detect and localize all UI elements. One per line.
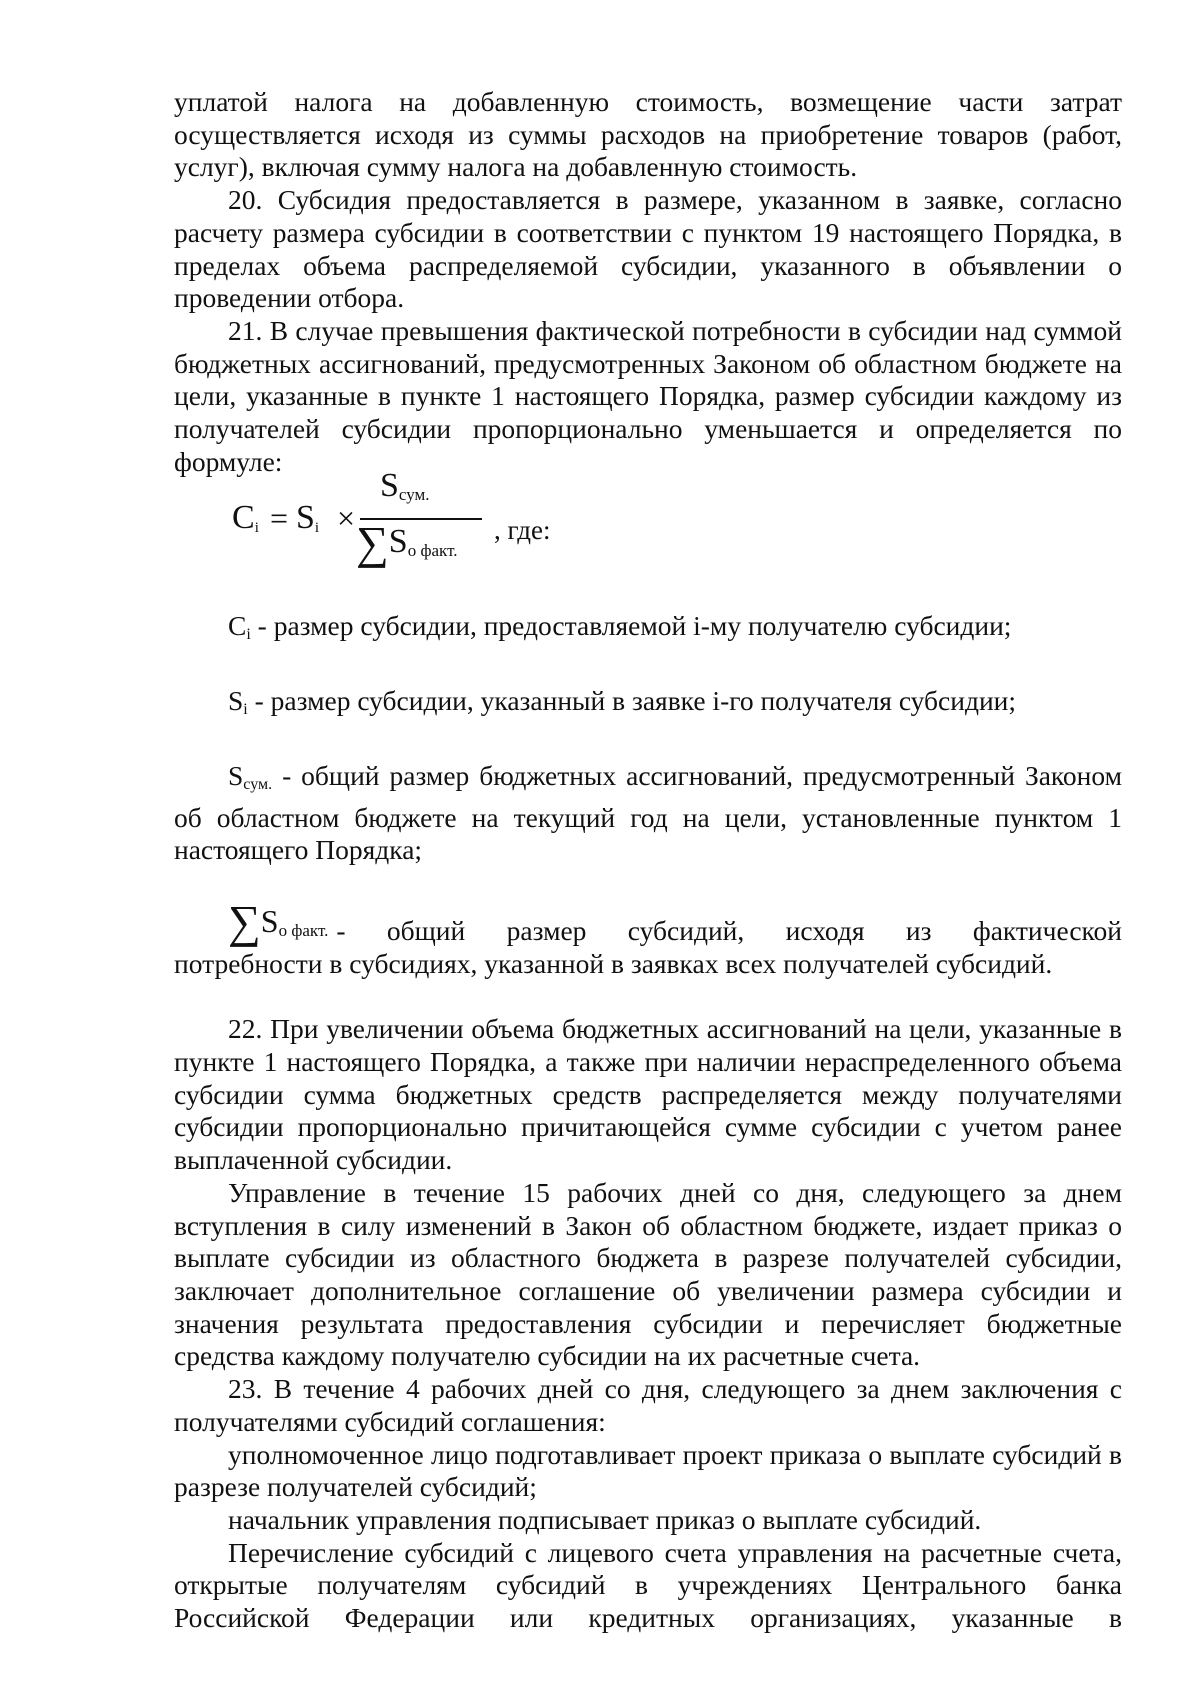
paragraph-21: 21. В случае превышения фактической потребности в субсидии над суммой бюджетных ассигнований, предусмотренных Законом об областном бюджете на цели, указанные в пункте 1 настоящего Порядка, размер субсидии каждому из получателей субсидии пропорционально уменьшается и определяется по формуле:	[174, 314, 1122, 477]
formula-si: $S_i$	[296, 499, 320, 537]
definition-ci: $C_i$ - размер субсидии, предоставляемой i-му получателю субсидии;	[228, 610, 1012, 644]
subsidy-formula	[174, 467, 1122, 610]
paragraph-23: 23. В течение 4 рабочих дней со дня, следующего за днем заключения с получателями субсидий соглашения:	[174, 1373, 1122, 1437]
sigma-symbol: ∑	[356, 517, 389, 569]
sfact-symbol: $\sum S_{о факт.}$	[228, 895, 329, 947]
sfact-text-line2: потребности в субсидиях, указанной в заявках всех получателей субсидий.	[174, 947, 1053, 979]
paragraph-management: Управление в течение 15 рабочих дней со дня, следующего за днем вступления в силу изменений в Закон об областном бюджете, издает приказ о выплате субсидии из областного бюджета в разрезе получателей субсидии, заключает дополнительное соглашение об увеличении размера субсидии и значения результата предоставления субсидии и перечисляет бюджетные средства каждому получателю субсидии на их расчетные счета.	[174, 1176, 1122, 1372]
paragraph-authorized-person: уполномоченное лицо подготавливает проект приказа о выплате субсидий в разрезе получателей субсидий;	[174, 1438, 1122, 1503]
paragraph-vat-continuation: уплатой налога на добавленную стоимость, возмещение части затрат осуществляется исходя из суммы расходов на приобретение товаров (работ, услуг), включая сумму налога на добавленную стоимость.	[174, 86, 1122, 183]
definition-ssum: $S_{сум.}$ - общий размер бюджетных ассигнований, предусмотренный Законом об областном бюджете на текущий год на цели, установленные пунктом 1 настоящего Порядка;	[174, 759, 1122, 866]
definition-sfact	[174, 895, 1122, 980]
paragraph-22: 22. При увеличении объема бюджетных ассигнований на цели, указанные в пункте 1 настоящего Порядка, а также при наличии нераспределенного объема субсидии сумма бюджетных средств распределяется между получателями субсидии пропорционально причитающейся сумме субсидии с учетом ранее выплаченной субсидии.	[174, 1013, 1122, 1176]
document-page	[174, 86, 1122, 1635]
formula-equals: =	[270, 500, 289, 537]
formula-denominator: $\sum S_{о факт.}$	[356, 517, 458, 569]
formula-where: , где:	[494, 515, 551, 546]
definition-si: $S_i$ - размер субсидии, указанный в заявке i-го получателя субсидии;	[228, 685, 1017, 719]
paragraph-head-signs: начальник управления подписывает приказ о выплате субсидий.	[228, 1503, 982, 1535]
formula-numerator: $S_{сум.}$	[380, 467, 430, 505]
paragraph-transfer: Перечисление субсидий с лицевого счета управления на расчетные счета, открытые получателям субсидий в учреждениях Центрального банка Российской Федерации или кредитных организациях, указанные в	[174, 1536, 1122, 1634]
paragraph-20: 20. Субсидия предоставляется в размере, указанном в заявке, согласно расчету размера субсидии в соответствии с пунктом 19 настоящего Порядка, в пределах объема распределяемой субсидии, указанного в объявлении о проведении отбора.	[174, 184, 1122, 314]
formula-ci: $C_i$	[232, 499, 259, 537]
formula-times: ×	[337, 500, 356, 537]
sfact-text-line1: - общий размер субсидий, исходя из фактической	[336, 914, 1122, 946]
